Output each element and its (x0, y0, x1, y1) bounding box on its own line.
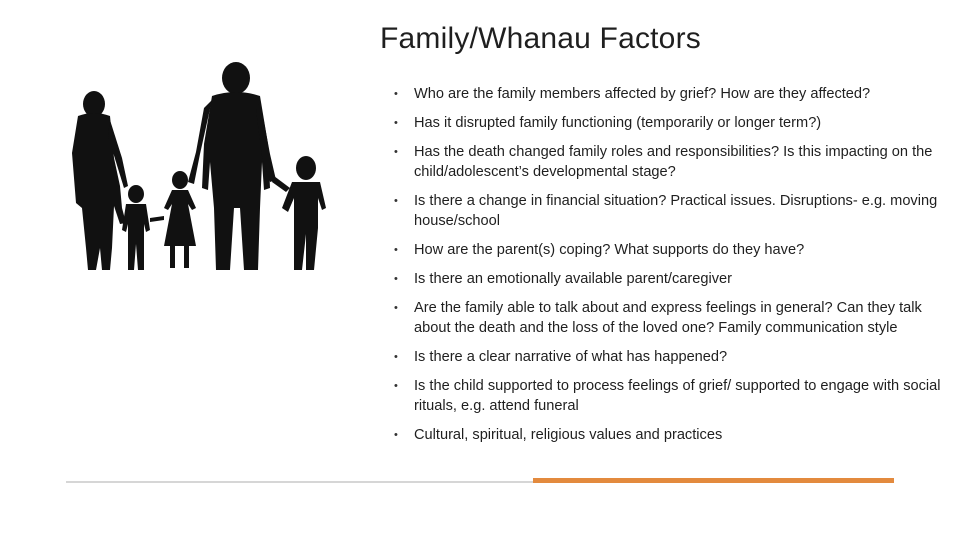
bullet-item (394, 298, 946, 338)
bullet-icon: • (394, 195, 398, 207)
bullet-item (394, 376, 946, 416)
bullet-text: Has it disrupted family functioning (temporarily or longer term?) (414, 115, 822, 131)
bullet-text: Is there an emotionally available parent/caregiver (414, 271, 732, 287)
bullet-icon: • (394, 380, 398, 392)
footer-divider (66, 481, 536, 483)
bullet-item (394, 191, 946, 231)
bullet-icon: • (394, 351, 398, 363)
bullet-text: Who are the family members affected by grief? How are they affected? (414, 86, 871, 102)
bullet-text: Is there a change in financial situation? Practical issues. Disruptions- e.g. moving house/school (414, 193, 938, 229)
bullet-text: Are the family able to talk about and express feelings in general? Can they talk about the death and the loss of the loved one? Family communication style (414, 300, 922, 336)
bullet-item (394, 142, 946, 182)
bullet-item (394, 113, 946, 133)
bullet-icon: • (394, 429, 398, 441)
bullet-item (394, 240, 946, 260)
bullet-icon: • (394, 146, 398, 158)
bullet-text: How are the parent(s) coping? What supports do they have? (414, 242, 805, 258)
bullet-text: Is there a clear narrative of what has happened? (414, 349, 728, 365)
bullet-item (394, 84, 946, 104)
bullet-icon: • (394, 273, 398, 285)
bullet-text: Is the child supported to process feelings of grief/ supported to engage with social rituals, e.g. attend funeral (414, 378, 941, 414)
bullet-item (394, 425, 946, 445)
bullet-icon: • (394, 244, 398, 256)
bullet-text: Cultural, spiritual, religious values and practices (414, 427, 723, 443)
bullet-item (394, 347, 946, 367)
bullet-icon: • (394, 302, 398, 314)
bullet-icon: • (394, 117, 398, 129)
bullet-icon: • (394, 88, 398, 100)
family-silhouette-icon (64, 58, 336, 280)
bullet-text: Has the death changed family roles and responsibilities? Is this impacting on the child/adolescent’s developmental stage? (414, 144, 933, 180)
accent-bar (533, 478, 894, 483)
bullet-item (394, 269, 946, 289)
slide-title: Family/Whanau Factors (380, 22, 701, 55)
bullet-list (394, 84, 946, 454)
